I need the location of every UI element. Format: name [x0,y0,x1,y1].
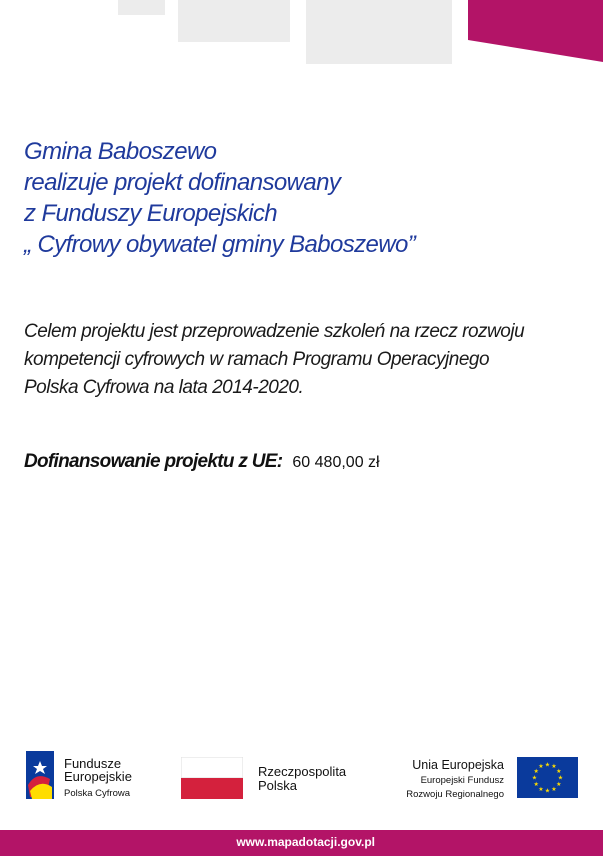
title-line: „ Cyfrowy obywatel gminy Baboszewo” [24,231,416,258]
description-line: Polska Cyfrowa na lata 2014-2020. [24,377,304,398]
ue-sub2: Rozwoju Regionalnego [406,789,504,800]
eu-flag-icon [517,757,578,798]
fundusze-europejskie-text [64,757,132,800]
pl-line2: Polska [258,778,298,793]
svg-text:★: ★ [533,781,539,788]
pl-line1: Rzeczpospolita [258,764,347,779]
description-line: kompetencji cyfrowych w ramach Programu Operacyjnego [24,349,490,370]
top-decoration [0,0,603,70]
funding-label: Dofinansowanie projektu z UE: [24,451,283,472]
ue-main: Unia Europejska [412,758,504,772]
svg-text:★: ★ [556,768,562,775]
title-line: Gmina Baboszewo [24,138,217,165]
page-title [24,136,415,260]
title-line: realizuje projekt dofinansowany [24,169,341,196]
description-line: Celem projektu jest przeprowadzenie szkoleń na rzecz rozwoju [24,321,525,342]
svg-text:★: ★ [538,785,544,793]
polish-flag-icon [181,757,243,799]
svg-text:★: ★ [533,768,539,775]
logo-bar [0,745,603,805]
svg-text:★: ★ [544,787,551,795]
footer-url-link[interactable]: www.mapadotacji.gov.pl [236,835,375,849]
fundusze-europejskie-logo [24,751,58,803]
fe-line2: Europejskie [64,769,132,784]
title-line: z Funduszy Europejskich [24,200,277,227]
svg-text:★: ★ [544,761,551,769]
svg-text:★: ★ [531,774,538,782]
footer-bar [0,830,603,856]
funding-info [24,451,380,473]
svg-text:★: ★ [538,763,544,771]
unia-europejska-text [406,758,504,800]
svg-text:★: ★ [557,774,564,782]
svg-text:★: ★ [556,781,562,788]
rzeczpospolita-polska-text [258,765,346,793]
fe-sub: Polska Cyfrowa [64,788,130,799]
svg-text:★: ★ [551,785,557,793]
ue-sub1: Europejski Fundusz [420,775,504,786]
svg-text:★: ★ [551,763,557,771]
project-description [24,318,584,402]
funding-value: 60 480,00 zł [292,454,380,471]
fe-line1: Fundusze [64,756,122,771]
